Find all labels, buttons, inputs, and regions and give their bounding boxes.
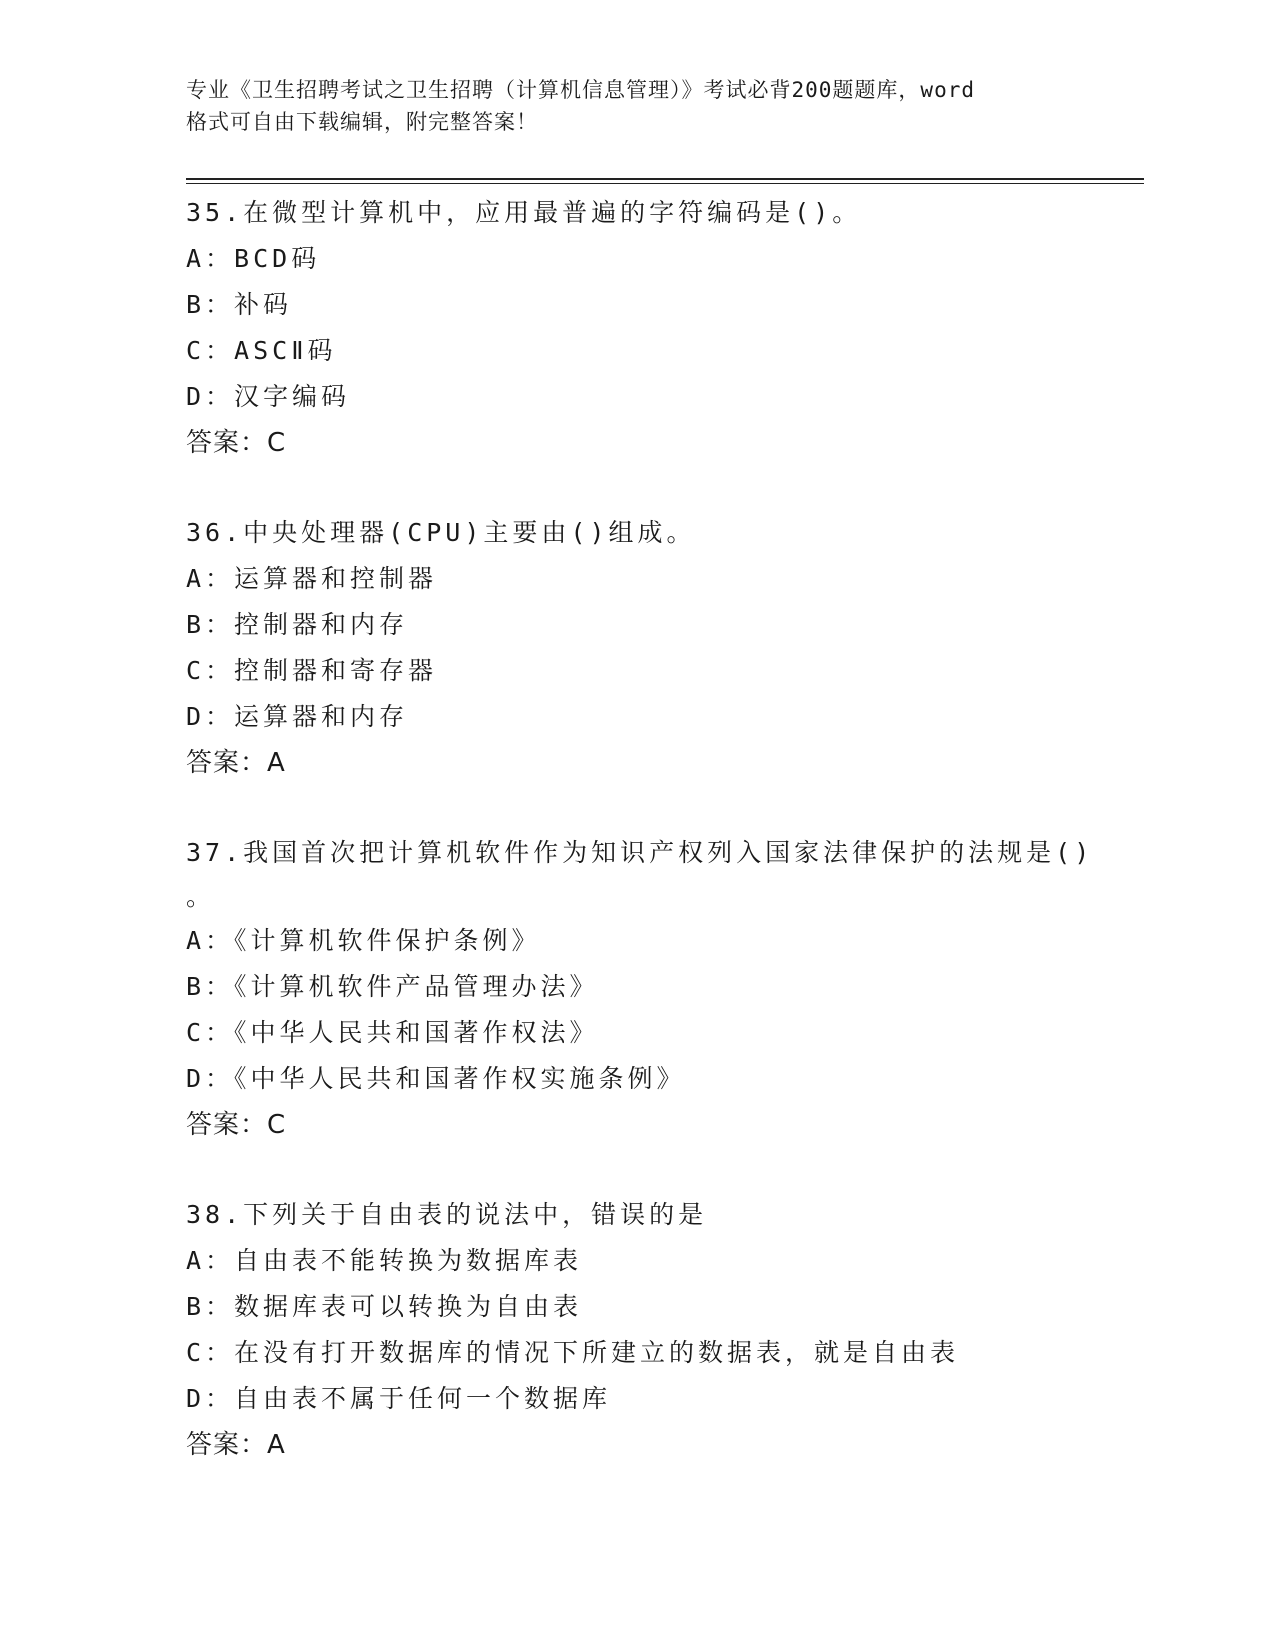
question-gap xyxy=(186,466,1086,510)
question-37 xyxy=(186,830,1094,1148)
option-d: D：自由表不属于任何一个数据库 xyxy=(186,1384,612,1413)
question-38 xyxy=(186,1192,1086,1468)
option-b: B：《计算机软件产品管理办法》 xyxy=(186,972,599,1001)
answer: 答案：C xyxy=(186,1110,287,1140)
question-stem: 36.中央处理器(CPU)主要由()组成。 xyxy=(186,518,696,547)
option-d: D：汉字编码 xyxy=(186,382,351,411)
header-line-1: 专业《卫生招聘考试之卫生招聘（计算机信息管理）》考试必背200题题库，word xyxy=(186,78,975,102)
option-b: B：补码 xyxy=(186,290,293,319)
option-a: A：自由表不能转换为数据库表 xyxy=(186,1246,583,1275)
question-stem: 35.在微型计算机中，应用最普遍的字符编码是()。 xyxy=(186,198,862,227)
question-35 xyxy=(186,190,1086,466)
option-c: C：《中华人民共和国著作权法》 xyxy=(186,1018,599,1047)
option-b: B：数据库表可以转换为自由表 xyxy=(186,1292,583,1321)
document-header xyxy=(186,74,1086,138)
option-c: C：ASCⅡ码 xyxy=(186,336,337,365)
question-stem-continuation: 。 xyxy=(186,882,216,911)
answer: 答案：A xyxy=(186,1430,286,1460)
option-a: A：BCD码 xyxy=(186,244,321,273)
option-b: B：控制器和内存 xyxy=(186,610,409,639)
answer: 答案：A xyxy=(186,748,286,778)
option-d: D：运算器和内存 xyxy=(186,702,409,731)
option-d: D：《中华人民共和国著作权实施条例》 xyxy=(186,1064,686,1093)
question-list xyxy=(186,190,1094,1468)
question-gap xyxy=(186,786,1086,830)
answer: 答案：C xyxy=(186,428,287,458)
option-c: C：控制器和寄存器 xyxy=(186,656,438,685)
option-a: A：运算器和控制器 xyxy=(186,564,438,593)
question-stem: 37.我国首次把计算机软件作为知识产权列入国家法律保护的法规是() xyxy=(186,838,1094,867)
header-line-2: 格式可自由下载编辑，附完整答案！ xyxy=(186,110,538,134)
option-c: C：在没有打开数据库的情况下所建立的数据表，就是自由表 xyxy=(186,1338,960,1367)
header-divider-thin xyxy=(186,183,1144,184)
option-a: A：《计算机软件保护条例》 xyxy=(186,926,541,955)
question-36 xyxy=(186,510,1086,786)
question-gap xyxy=(186,1148,1086,1192)
header-divider-thick xyxy=(186,178,1144,180)
question-stem: 38.下列关于自由表的说法中，错误的是 xyxy=(186,1200,708,1229)
